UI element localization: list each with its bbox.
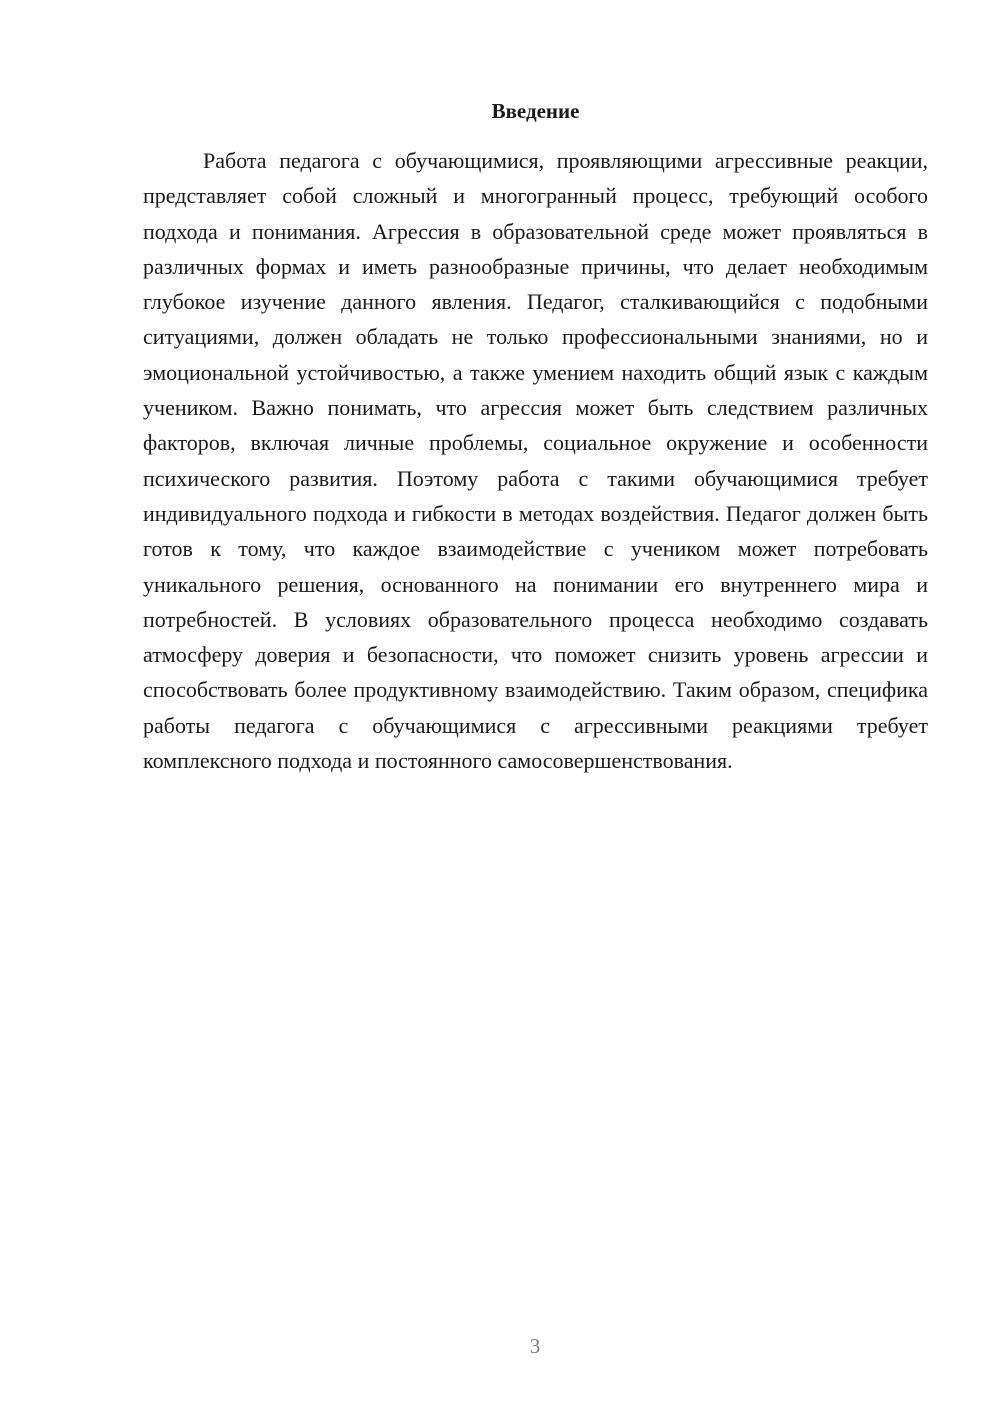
body-paragraph: Работа педагога с обучающимися, проявляющими агрессивные реакции, представляет собой сложный и многогранный процесс, требующий особого подхода и понимания. Агрессия в образовательной среде может проявляться в различных формах и иметь разнообразные причины, что делает необходимым глубокое изучение данного явления. Педагог, сталкивающийся с подобными ситуациями, должен обладать не только профессиональными знаниями, но и эмоциональной устойчивостью, а также умением находить общий язык с каждым учеником. Важно понимать, что агрессия может быть следствием различных факторов, включая личные проблемы, социальное окружение и особенности психического развития. Поэтому работа с такими обучающимися требует индивидуального подхода и гибкости в методах воздействия. Педагог должен быть готов к тому, что каждое взаимодействие с учеником может потребовать уникального решения, основанного на понимании его внутреннего мира и потребностей. В условиях образовательного процесса необходимо создавать атмосферу доверия и безопасности, что поможет снизить уровень агрессии и способствовать более продуктивному взаимодействию. Таким образом, специфика работы педагога с обучающимися с агрессивными реакциями требует комплексного подхода и постоянного самосовершенствования.: [143, 148, 928, 774]
page-number: 3: [529, 1334, 541, 1358]
section-title: Введение: [491, 99, 580, 123]
